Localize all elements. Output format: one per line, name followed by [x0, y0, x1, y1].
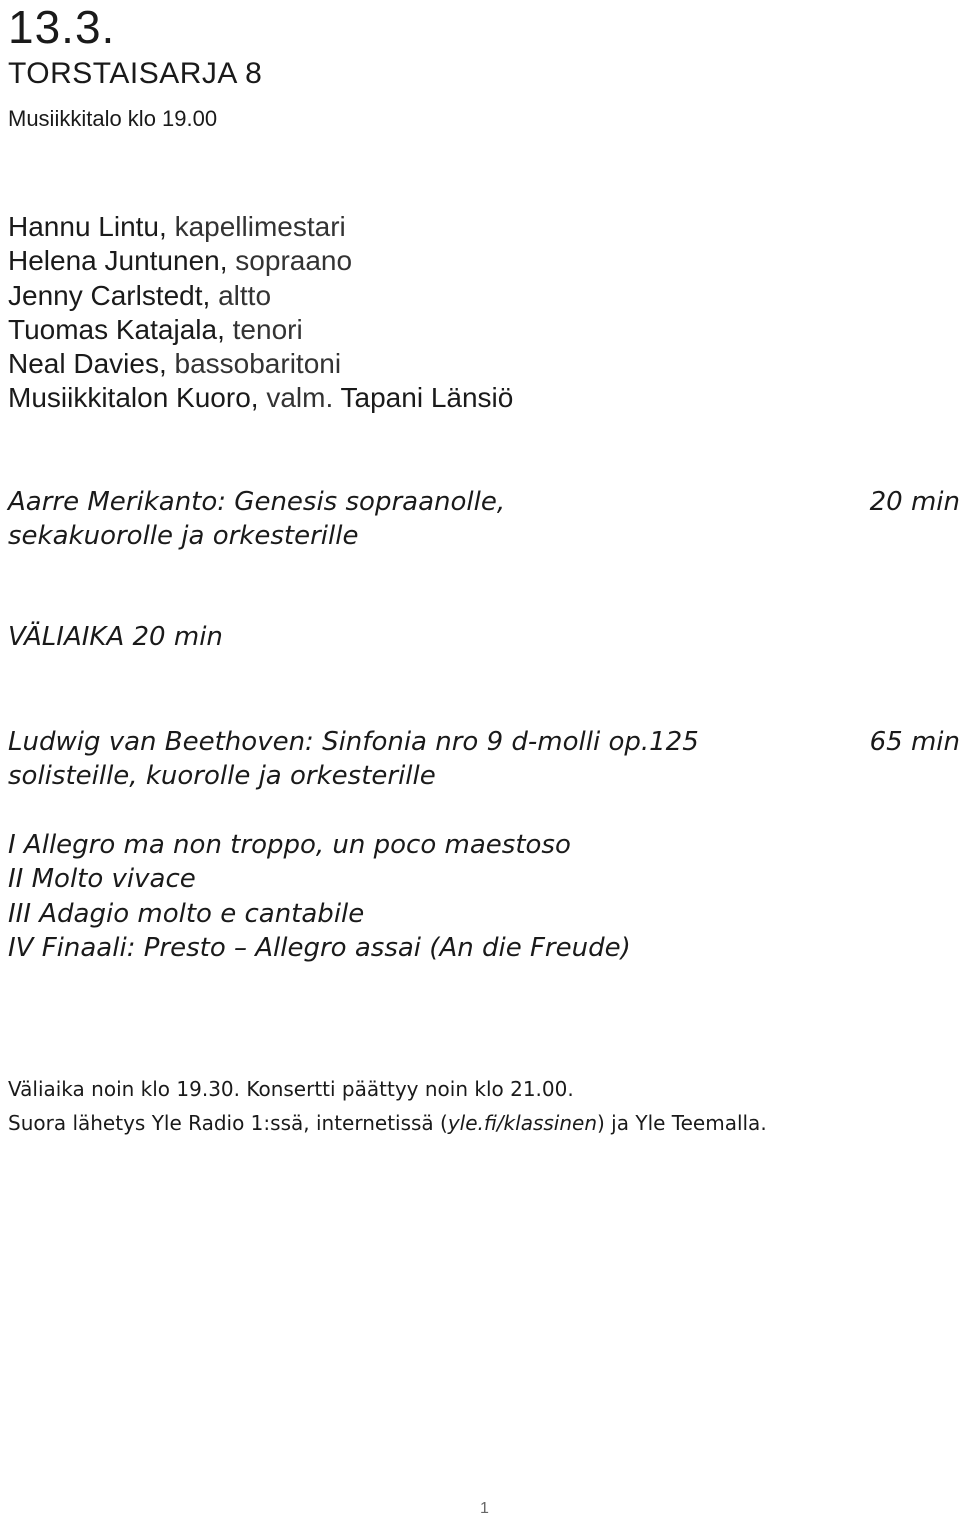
work-duration: 65 min — [869, 727, 960, 757]
performers-list — [8, 210, 513, 416]
performer-role: kapellimestari — [174, 211, 346, 242]
venue-time: Musiikkitalo klo 19.00 — [8, 106, 218, 131]
movement-item: IV Finaali: Presto – Allegro assai (An die Freude) — [8, 932, 631, 963]
broadcast-text: Suora lähetys Yle Radio 1:ssä, internetissä ( — [8, 1111, 448, 1135]
work-title: Ludwig van Beethoven: Sinfonia nro 9 d-molli op.125 — [8, 727, 699, 757]
notes-broadcast — [8, 1106, 767, 1140]
performer-name: Neal Davies, — [8, 348, 167, 380]
movements-list — [8, 828, 631, 965]
performer-name: Hannu Lintu, — [8, 211, 167, 242]
performer-row — [8, 279, 513, 313]
broadcast-text-end: ) ja Yle Teemalla. — [597, 1111, 767, 1135]
intermission: VÄLIAIKA 20 min — [8, 622, 223, 652]
performer-role: valm. — [266, 382, 334, 414]
concert-series: TORSTAISARJA 8 — [8, 57, 263, 90]
page-number: 1 — [480, 1500, 489, 1517]
performer-name: Jenny Carlstedt, — [8, 279, 211, 311]
movement-item: II Molto vivace — [8, 864, 196, 895]
performer-role: bassobaritoni — [174, 348, 342, 380]
chorus-master-name: Tapani Länsiö — [340, 382, 514, 414]
movement-item: I Allegro ma non troppo, un poco maestoso — [8, 830, 571, 860]
performer-role: altto — [218, 279, 272, 311]
concert-date: 13.3. — [8, 1, 116, 53]
performer-row — [8, 313, 513, 347]
movement-item: III Adagio molto e cantabile — [8, 898, 365, 929]
notes-timing: Väliaika noin klo 19.30. Konsertti päättyy noin klo 21.00. — [8, 1077, 574, 1101]
performer-role: sopraano — [235, 245, 353, 277]
performer-row — [8, 210, 513, 244]
work-title: Aarre Merikanto: Genesis sopraanolle, — [8, 487, 506, 517]
work-subtitle: solisteille, kuorolle ja orkesterille — [8, 761, 436, 791]
performer-name: Tuomas Katajala, — [8, 313, 225, 345]
concert-notes — [8, 1072, 767, 1140]
performer-role: tenori — [232, 313, 303, 345]
performer-row — [8, 347, 513, 381]
performer-row — [8, 381, 513, 415]
performer-row — [8, 244, 513, 278]
work-subtitle: sekakuorolle ja orkesterille — [8, 521, 359, 551]
performer-name: Helena Juntunen, — [8, 245, 228, 277]
performer-name: Musiikkitalon Kuoro, — [8, 382, 259, 414]
broadcast-link[interactable]: yle.fi/klassinen — [447, 1111, 598, 1135]
work-duration: 20 min — [869, 487, 960, 517]
